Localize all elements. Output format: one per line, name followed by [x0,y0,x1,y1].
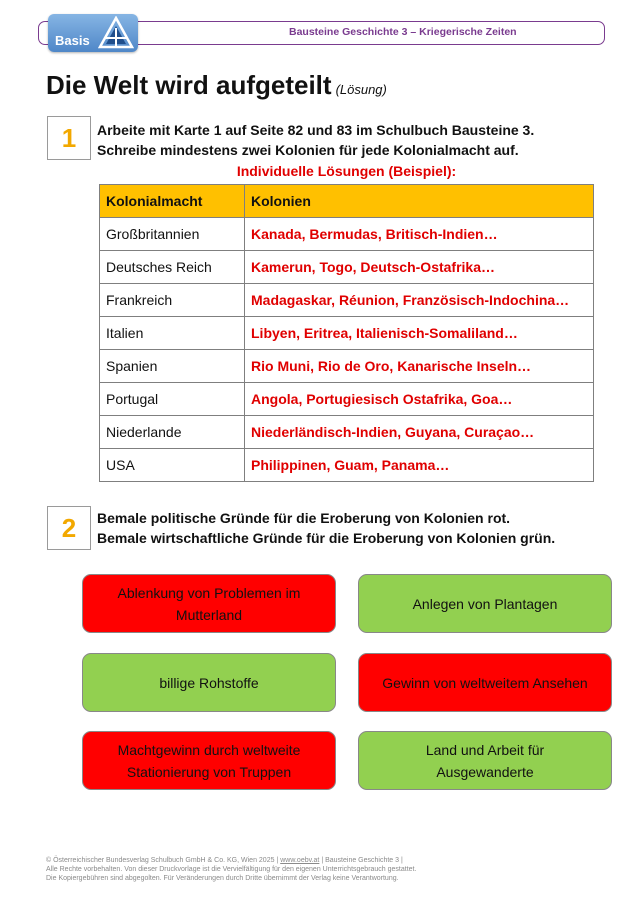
reason-card-line-1: Land und Arbeit für [425,741,545,758]
colonial-power: Italien [100,317,245,350]
table-row [100,317,594,350]
colonies: Angola, Portugiesisch Ostafrika, Goa… [245,383,594,416]
footer [46,856,416,883]
reason-card[interactable] [82,653,336,712]
reason-card-line-2: Mutterland [175,606,243,623]
task-2-instructions [97,508,555,548]
table-row [100,350,594,383]
task-1-number: 1 [47,116,91,160]
header-kolonialmacht: Kolonialmacht [100,185,245,218]
publisher-link[interactable]: www.oebv.at [280,857,320,864]
page-title [46,70,387,101]
footer-copyright: © Österreichischer Bundesverlag Schulbuch GmbH & Co. KG, Wien 2025 | [46,857,279,864]
page-subtitle: (Lösung) [335,82,387,97]
task-1-line-1: Arbeite mit Karte 1 auf Seite 82 und 83 im Schulbuch Bausteine 3. [97,122,535,138]
table-header-row [100,185,594,218]
task-2-line-1: Bemale politische Gründe für die Eroberung von Kolonien rot. [97,510,511,526]
table-row [100,449,594,482]
colonies: Philippinen, Guam, Panama… [245,449,594,482]
colonial-power: Spanien [100,350,245,383]
colonial-power: Frankreich [100,284,245,317]
task-2-line-2: Bemale wirtschaftliche Gründe für die Eroberung von Kolonien grün. [97,530,556,546]
reason-card-line-1: billige Rohstoffe [159,674,259,691]
colonies: Kamerun, Togo, Deutsch-Ostafrika… [245,251,594,284]
logo-text: Basis [55,33,90,48]
reason-card-line-2: Stationierung von Truppen [126,763,292,780]
reason-card[interactable] [358,653,612,712]
colonies-table [99,184,594,482]
header-kolonien: Kolonien [245,185,594,218]
footer-line-1 [46,856,416,865]
reason-card-line-1: Gewinn von weltweitem Ansehen [382,674,588,691]
table-row [100,383,594,416]
reason-card-line-2: Ausgewanderte [436,763,534,780]
colonies: Niederländisch-Indien, Guyana, Curaçao… [245,416,594,449]
basis-logo [48,14,138,52]
colonies: Kanada, Bermudas, Britisch-Indien… [245,218,594,251]
table-row [100,251,594,284]
colonies: Madagaskar, Réunion, Französisch-Indochina… [245,284,594,317]
colonies: Rio Muni, Rio de Oro, Kanarische Inseln… [245,350,594,383]
reason-card[interactable] [358,574,612,633]
reason-card[interactable] [358,731,612,790]
colonial-power: Deutsches Reich [100,251,245,284]
footer-series: | Bausteine Geschichte 3 | [321,857,403,864]
colonial-power: Großbritannien [100,218,245,251]
reason-card-line-1: Anlegen von Plantagen [412,595,558,612]
colonial-power: USA [100,449,245,482]
task-1-line-2: Schreibe mindestens zwei Kolonien für jede Kolonialmacht auf. [97,142,519,158]
logo-triangle-icon [98,16,134,50]
colonial-power: Portugal [100,383,245,416]
table-row [100,284,594,317]
colonial-power: Niederlande [100,416,245,449]
table-row [100,416,594,449]
table-row [100,218,594,251]
reason-card[interactable] [82,574,336,633]
colonies: Libyen, Eritrea, Italienisch-Somaliland… [245,317,594,350]
reason-card-line-1: Machtgewinn durch weltweite [117,741,301,758]
solution-heading: Individuelle Lösungen (Beispiel): [236,163,457,179]
reason-card[interactable] [82,731,336,790]
footer-line-2: Alle Rechte vorbehalten. Von dieser Druckvorlage ist die Vervielfältigung für den eigenen Unterrichtsgebrauch gestattet. [46,866,417,873]
reason-card-line-1: Ablenkung von Problemen im [117,584,301,601]
page-title-main: Die Welt wird aufgeteilt [46,70,332,100]
footer-line-3: Die Kopiergebühren sind abgegolten. Für Veränderungen durch Dritte übernimmt der Verlag keine Verantwortung. [46,875,399,882]
task-1-instructions [97,120,534,160]
series-title: Bausteine Geschichte 3 – Kriegerische Zeiten [289,26,517,38]
task-2-number: 2 [47,506,91,550]
